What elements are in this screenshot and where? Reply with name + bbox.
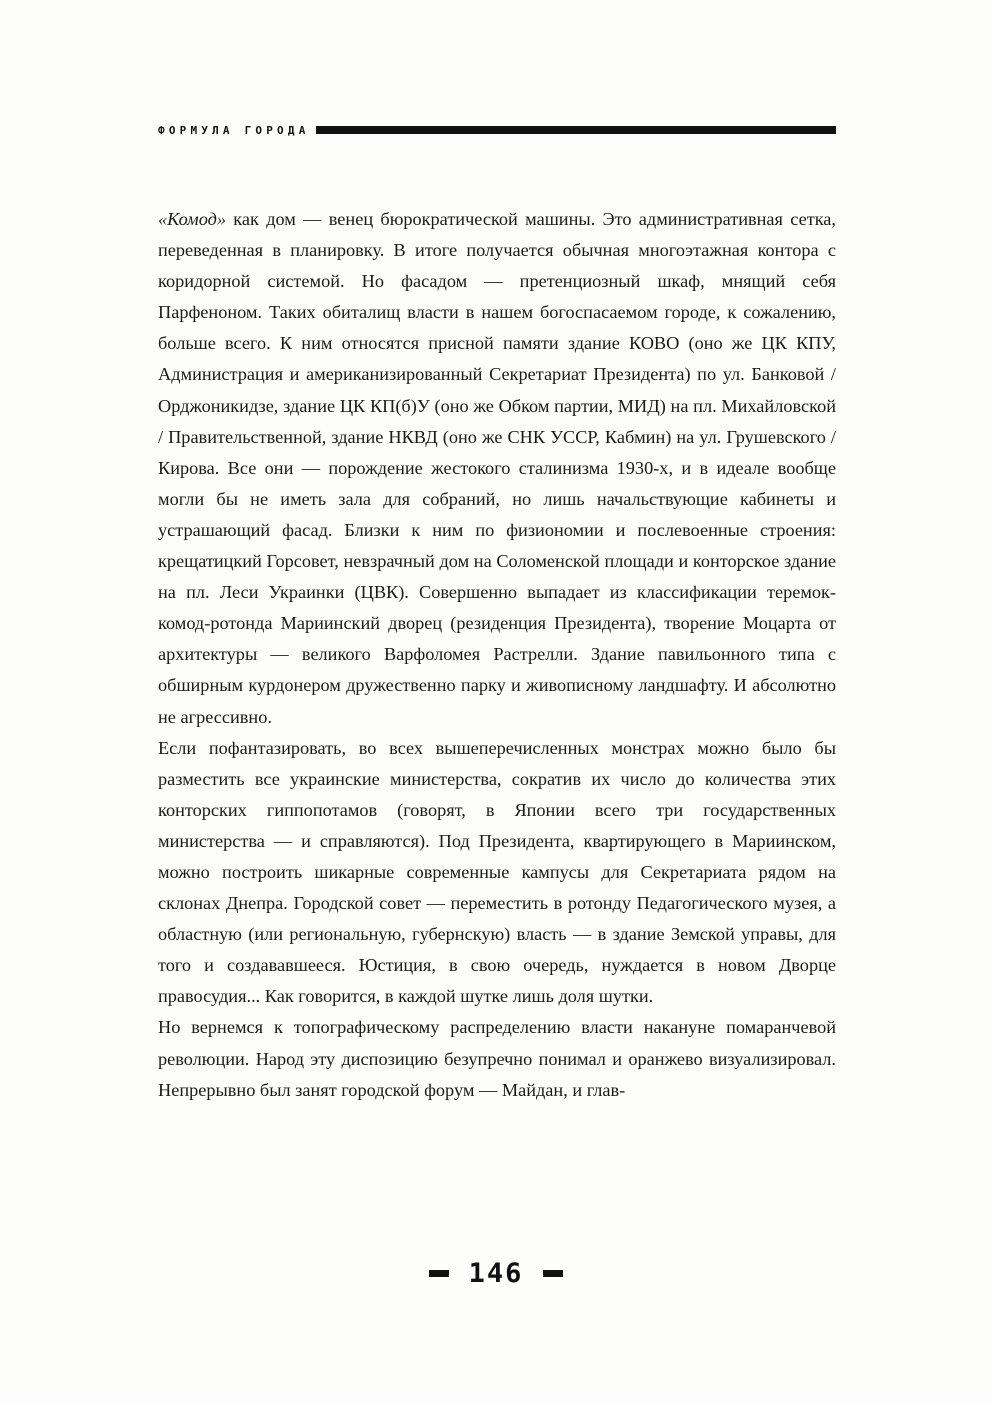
body-text [158,204,836,1106]
page-footer [0,1258,992,1289]
paragraph-3: Но вернемся к топографическому распределению власти накануне помаранчевой революции. Народ эту диспозицию безупречно понимал и оранжево визуализировал. Непрерывно был занят городской форум — Майдан, и глав- [158,1017,836,1100]
running-header [158,122,836,138]
header-rule [316,126,836,134]
folio-dash-left [429,1270,449,1277]
paragraph-2: Если пофантазировать, во всех вышеперечисленных монстрах можно было бы разместить все украинские министерства, сократив их число до количества этих конторских гиппопотамов (говорят, в Японии всего три государственных министерства — и справляются). Под Президента, квартирующего в Мариинском, можно построить шикарные современные кампусы для Секретариата рядом на склонах Днепра. Городской совет — переместить в ротонду Педагогического музея, а областную (или региональную, губернскую) власть — в здание Земской управы, для того и создававшееся. Юстиция, в свою очередь, нуждается в новом Дворце правосудия... Как говорится, в каждой шутке лишь доля шутки. [158,737,836,1007]
lead-term: «Комод» [158,209,226,229]
folio-dash-right [543,1270,563,1277]
paragraph-1 [158,204,836,733]
paragraph-1-text: как дом — венец бюрократической машины. Это административная сетка, переведенная в планировку. В итоге получается обычная многоэтажная контора с коридорной системой. Но фасадом — претенциозный шкаф, мнящий себя Парфеноном. Таких обиталищ власти в нашем богоспасаемом городе, к сожалению, больше всего. К ним относятся присной памяти здание КОВО (оно же ЦК КПУ, Администрация и американизированный Секретариат Президента) по ул. Банковой / Орджоникидзе, здание ЦК КП(б)У (оно же Обком партии, МИД) на пл. Михайловской / Правительственной, здание НКВД (оно же СНК УССР, Кабмин) на ул. Грушевского / Кирова. Все они — порождение жестокого сталинизма 1930-х, и в идеале вообще могли бы не иметь зала для собраний, но лишь начальствующие кабинеты и устрашающий фасад. Близки к ним по физиономии и послевоенные строения: крещатицкий Горсовет, невзрачный дом на Соломенской площади и конторское здание на пл. Леси Украинки (ЦВК). Совершенно выпадает из классификации теремок-комод-ротонда Мариинский дворец (резиденция Президента), творение Моцарта от архитектуры — великого Варфоломея Растрелли. Здание павильонного типа с обширным курдонером дружественно парку и живописному ландшафту. И абсолютно не агрессивно. [158,209,836,727]
running-title: ФОРМУЛА ГОРОДА [158,123,310,137]
page-number: 146 [468,1258,524,1289]
